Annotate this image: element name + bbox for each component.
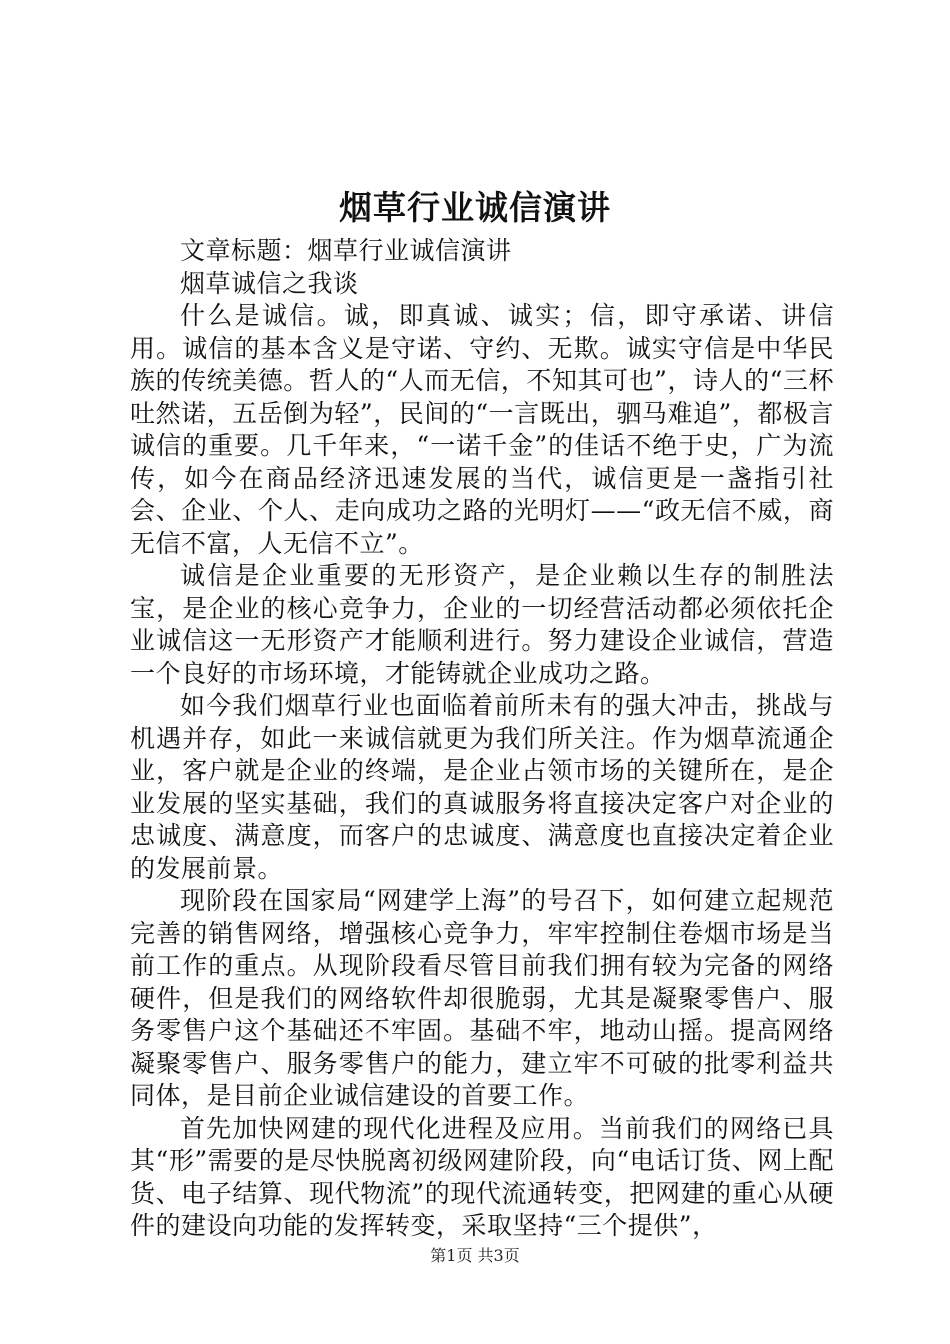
paragraph-article-title: 文章标题：烟草行业诚信演讲 [180, 236, 512, 265]
page-number-footer: 第1页 共3页 [430, 1246, 520, 1265]
paragraph: 如今我们烟草行业也面临着前所未有的强大冲击，挑战与机遇并存，如此一来诚信就更为我们所关注。作为烟草流通企业，客户就是企业的终端，是企业占领市场的关键所在，是企业发展的坚实基础，我们的真诚服务将直接决定客户对企业的忠诚度、满意度，而客户的忠诚度、满意度也直接决定着企业的发展前景。 [130, 691, 834, 883]
document-body [130, 235, 834, 1243]
paragraph: 现阶段在国家局“网建学上海”的号召下，如何建立起规范完善的销售网络，增强核心竞争力，牢牢控制住卷烟市场是当前工作的重点。从现阶段看尽管目前我们拥有较为完备的网络硬件，但是我们的网络软件却很脆弱，尤其是凝聚零售户、服务零售户这个基础还不牢固。基础不牢，地动山摇。提高网络凝聚零售户、服务零售户的能力，建立牢不可破的批零利益共同体，是目前企业诚信建设的首要工作。 [130, 886, 834, 1110]
paragraph-subtitle: 烟草诚信之我谈 [180, 268, 359, 298]
paragraph: 首先加快网建的现代化进程及应用。当前我们的网络已具其“形”需要的是尽快脱离初级网建阶段，向“电话订货、网上配货、电子结算、现代物流”的现代流通转变，把网建的重心从硬件的建设向功能的发挥转变，采取坚持“三个提供”， [130, 1113, 834, 1240]
paragraph: 什么是诚信。诚，即真诚、诚实；信，即守承诺、讲信用。诚信的基本含义是守诺、守约、无欺。诚实守信是中华民族的传统美德。哲人的“人而无信，不知其可也”，诗人的“三杯吐然诺，五岳倒为轻”，民间的“一言既出，驷马难追”，都极言诚信的重要。几千年来，“一诺千金”的佳话不绝于史，广为流传，如今在商品经济迅速发展的当代，诚信更是一盏指引社会、企业、个人、走向成功之路的光明灯——“政无信不威，商无信不富，人无信不立”。 [130, 301, 834, 558]
paragraph: 诚信是企业重要的无形资产，是企业赖以生存的制胜法宝，是企业的核心竞争力，企业的一切经营活动都必须依托企业诚信这一无形资产才能顺利进行。努力建设企业诚信，营造一个良好的市场环境，才能铸就企业成功之路。 [130, 561, 834, 688]
document-title: 烟草行业诚信演讲 [339, 188, 611, 227]
